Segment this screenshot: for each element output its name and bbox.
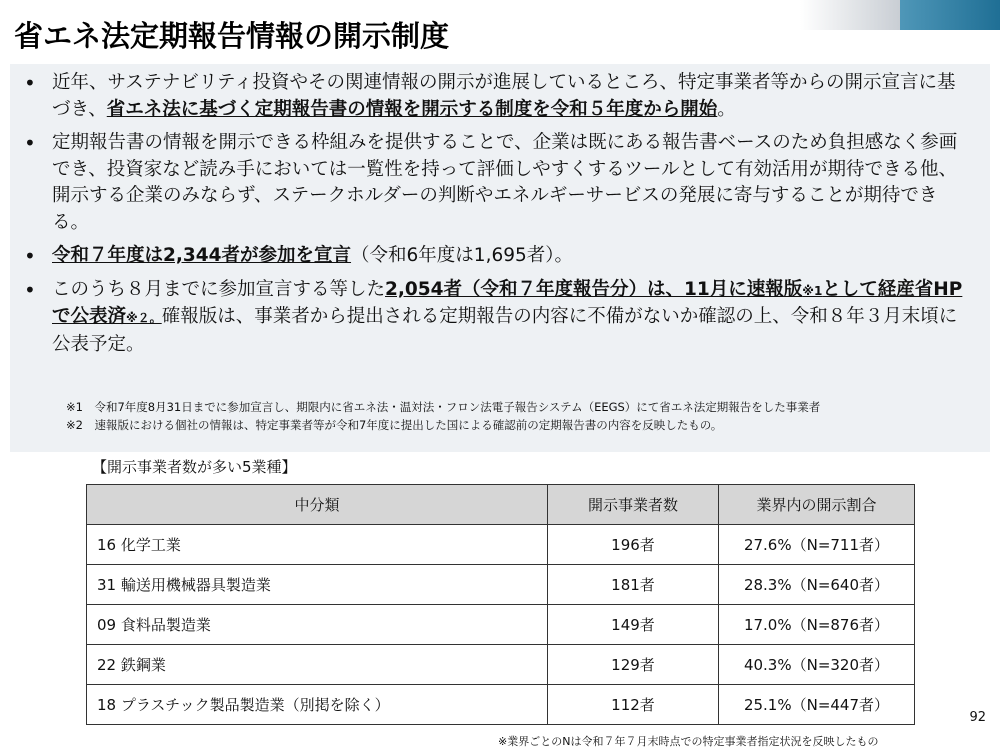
cell-ratio: 17.0%（N=876者） bbox=[719, 605, 915, 645]
cell-ratio: 25.1%（N=447者） bbox=[719, 685, 915, 725]
footnote-ref-2: ※２。 bbox=[126, 311, 162, 325]
table-row bbox=[87, 565, 915, 605]
cell-count: 196者 bbox=[548, 525, 719, 565]
table-row bbox=[87, 685, 915, 725]
header-ratio: 業界内の開示割合 bbox=[719, 485, 915, 525]
table-row bbox=[87, 605, 915, 645]
header-count: 開示事業者数 bbox=[548, 485, 719, 525]
bullet-publication bbox=[22, 277, 967, 359]
bullet-emphasis: 省エネ法に基づく定期報告書の情報を開示する制度を令和５年度から開始 bbox=[106, 98, 718, 120]
header-decoration-blue bbox=[900, 0, 1000, 30]
bullet-text: 近年、サステナビリティ投資やその関連情報の開示が進展しているところ、特定事業者等からの開示宣言に基づき、 bbox=[52, 72, 956, 120]
table-row bbox=[87, 645, 915, 685]
cell-count: 181者 bbox=[548, 565, 719, 605]
cell-category: 18 プラスチック製品製造業（別掲を除く） bbox=[87, 685, 548, 725]
header-category: 中分類 bbox=[87, 485, 548, 525]
table-row bbox=[87, 525, 915, 565]
table-caption: 【開示事業者数が多い5業種】 bbox=[92, 458, 297, 476]
bullet-participants bbox=[22, 243, 967, 270]
industry-table bbox=[86, 484, 915, 725]
bullet-text: 。 bbox=[717, 98, 736, 120]
bullet-text: 定期報告書の情報を開示できる枠組みを提供することで、企業は既にある報告書ベースのため負担感なく参画でき、投資家など読み手においては一覧性を持って評価しやすくするツールとして有効活用が期待できる他、開示する企業のみならず、ステークホルダーの判断やエネルギーサービスの発展に寄与することが期待できる。 bbox=[52, 132, 958, 233]
note-1: ※1 令和7年度8月31日までに参加宣言し、期限内に省エネ法・温対法・フロン法電子報告システム（EEGS）にて省エネ法定期報告をした事業者 bbox=[66, 400, 821, 414]
table-header-row bbox=[87, 485, 915, 525]
cell-ratio: 40.3%（N=320者） bbox=[719, 645, 915, 685]
cell-count: 112者 bbox=[548, 685, 719, 725]
bullet-text: 確報版は、事業者から提出される定期報告の内容に不備がないか確認の上、令和８年３月末頃に公表予定。 bbox=[52, 306, 958, 355]
cell-category: 22 鉄鋼業 bbox=[87, 645, 548, 685]
bullet-emphasis: として経産省HPで公表済 bbox=[52, 278, 963, 327]
footnote-ref-1: ※1 bbox=[802, 283, 823, 298]
cell-ratio: 28.3%（N=640者） bbox=[719, 565, 915, 605]
page-title: 省エネ法定期報告情報の開示制度 bbox=[14, 19, 450, 53]
cell-ratio: 27.6%（N=711者） bbox=[719, 525, 915, 565]
notes bbox=[66, 398, 820, 434]
bullet-framework-benefits bbox=[22, 130, 967, 236]
bullet-text: （令和6年度は1,695者）。 bbox=[351, 245, 574, 266]
header-decoration-gray bbox=[800, 0, 900, 30]
cell-count: 149者 bbox=[548, 605, 719, 645]
bullet-text: このうち８月までに参加宣言する等した bbox=[52, 278, 386, 300]
bullet-emphasis: 令和７年度は2,344者が参加を宣言 bbox=[52, 245, 352, 266]
table-footnote: ※業界ごとのNは令和７年７月末時点での特定事業者指定状況を反映したもの bbox=[498, 735, 879, 748]
cell-category: 31 輸送用機械器具製造業 bbox=[87, 565, 548, 605]
bullet-emphasis: 2,054者（令和７年度報告分）は、11月に速報版 bbox=[385, 278, 803, 300]
bullet-list bbox=[22, 70, 967, 365]
cell-count: 129者 bbox=[548, 645, 719, 685]
page-number: 92 bbox=[969, 710, 986, 725]
note-2: ※2 速報版における個社の情報は、特定事業者等が令和7年度に提出した国による確認前の定期報告書の内容を反映したもの。 bbox=[66, 418, 723, 432]
cell-category: 09 食料品製造業 bbox=[87, 605, 548, 645]
cell-category: 16 化学工業 bbox=[87, 525, 548, 565]
bullet-disclosure-start bbox=[22, 70, 967, 123]
